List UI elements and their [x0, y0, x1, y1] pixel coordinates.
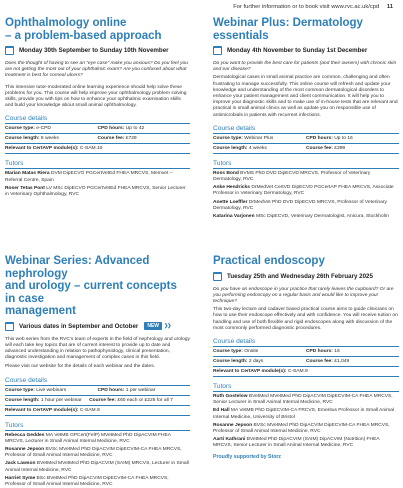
tutor-entry: Roser Tetas Pont LV MSc DipECVO PGCertVetEd FHEA MRCVS, Senior Lecturer in Veterinary Ophthalmology, RVC [5, 185, 186, 198]
tutor-entry: Ross Bond BVMS PhD DVD DipECVD MRCVS, Professor of Veterinary Dermatology, RVC [213, 170, 371, 183]
endoscopy-title: Practical endoscopy [213, 255, 325, 267]
details-row: Course length: 2 days Course fee: £1,049 [213, 357, 399, 367]
details-row: Course length: 8 weeks Course fee: £729 [5, 134, 190, 144]
details-row: Course length: 1 hour per webinar Course fee: £60 each or £225 for all 7 [5, 396, 190, 406]
tutor-entry: Marian Matas Riera DVM DipECVO PGCertVetEd FHEA MRCVS, Memvet – Referral Centre, Spain [5, 171, 173, 183]
details-row: Relevant to CertAVP module(s): C-SAM.9 [213, 367, 399, 377]
ophthalmology-details-heading: Course details [5, 115, 48, 123]
endoscopy-intro: Do you have an endoscope in your practice that rarely leaves the cupboard? Or are you performing endoscopy on a regular basis and would like to improve your technique? [213, 286, 394, 304]
nephrology-section [5, 255, 190, 488]
nephrology-tutors-heading: Tutors [5, 421, 24, 429]
tutor-entry: Aarti Kathrani BVetMed PhD DipACVIM (SAIM) DipACVIM (Nutrition) FHEA MRCVS, Senior Lecturer in Small Animal Internal Medicine, RVC [213, 437, 380, 449]
page-number: 11 [386, 4, 393, 10]
double-chevron-icon: ❯❯ [164, 323, 171, 329]
endoscopy-tutors-heading: Tutors [213, 382, 232, 390]
tutor-entry: Rebecca Geddes MA VetMB GPCert(FelP) MVetMed PhD DipACVIM FHEA MRCVS, Lecturer in Small Animal Internal Medicine, RVC [5, 432, 171, 444]
nephrology-date: Various dates in September and October NEW ❯❯ [5, 322, 190, 331]
dermatology-tutors-heading: Tutors [213, 159, 232, 167]
nephrology-body: This web series from the RVC’s team of experts in the field of nephrology and urology will each take key topics that are of current interest to provide up to date and advanced understanding in relation to pathophysiology, clinical presentation, diagnostic investigation and management of complex cases in this field. [5, 336, 190, 361]
sponsor-note: Proudly supported by Storz [213, 453, 282, 460]
dermatology-title: Webinar Plus: Dermatology essentials [213, 17, 363, 42]
endoscopy-details-heading: Course details [213, 337, 256, 345]
calendar-icon [5, 46, 14, 55]
tutor-entry: Jack Lawson BVetMed MVetMed PhD DipACVIM (SAIM) MRCVS, Lecturer in Small Animal Internal Medicine, RVC [5, 461, 189, 473]
details-row: Relevant to CertAVP module(s): C-SAM.10 [5, 144, 190, 154]
ophthalmology-tutors-heading: Tutors [5, 160, 24, 168]
tutor-entry: Ruth Gostelow BVetMed MVetMed PhD DipACVIM DipECVIM-CA FHEA MRCVS, Senior Lecturer in Small Animal Internal Medicine, RVC [213, 393, 393, 406]
details-row: Course length: 4 weeks Course fee: £399 [213, 144, 399, 154]
ophthalmology-body: This intensive tutor-moderated online learning experience should help solve these problems for you. This course will help improve your ophthalmology problem solving skills, provide you with tips on how to enhance your ophthalmic examination skills and build your knowledge about small animal ophthalmology. [5, 84, 187, 109]
details-row: Course type: Live webinars CPD hours: 1 per webinar [5, 386, 190, 396]
endoscopy-date: Tuesday 25th and Wednesday 26th February 2025 [213, 272, 399, 281]
details-row: Course type: e-CPD CPD hours: Up to 42 [5, 124, 190, 134]
dermatology-intro: Do you want to provide the best care for patients (and their owners) with chronic skin and ear disease? [213, 61, 397, 73]
nephrology-details-heading: Course details [5, 376, 48, 384]
endoscopy-section [213, 255, 399, 460]
dermatology-date: Monday 4th November to Sunday 1st December [213, 46, 399, 55]
tutor-entry: Anette Loeffler DrMedVet PhD DVD DipECVD MRCVS, Professor of Veterinary Dermatology, RVC [213, 199, 387, 211]
ophthalmology-date: Monday 30th September to Sunday 10th November [5, 46, 190, 55]
tutor-entry: Katarina Varjonen MSc DipECVD, Veterinary Dermatologist, Anicura, Stockholm [213, 214, 389, 220]
details-row: Relevant to CertAVP module(s): C-SAM.9 [5, 406, 190, 416]
nephrology-body-2: Please visit our website for the details of each webinar and the dates. [5, 364, 156, 370]
nephrology-title: Webinar Series: Advanced nephrology and urology – current concepts in case management [5, 255, 177, 317]
new-badge: NEW [144, 322, 162, 330]
dermatology-body: Dermatological cases in small animal practice are common, challenging and often frustrating to manage successfully. This online course will refresh and update your knowledge and understanding of the most common dermatological disorders to enhance your patient management and client communication. It will help you to improve your diagnostic skills and to make use of in-house tests that are relevant and practical in small animal clinics as well as update you on responsible use of antimicrobials in patients with recurrent infections. [213, 75, 398, 118]
header-text: For further information or to book visit [233, 4, 330, 10]
calendar-icon [213, 272, 222, 281]
details-row: Course type: Onsite CPD hours: 16 [213, 347, 399, 357]
endoscopy-body: This two-day lecture and cadaver based practical course aims to guide clinicians on how to use their endoscope effectively and with confidence. You will receive tuition on handling and use of both flexible and rigid endoscopes along with discussion of the most commonly performed diagnostic procedures. [213, 307, 398, 331]
page-header [233, 4, 393, 10]
ophthalmology-section [5, 17, 190, 198]
tutor-entry: Ed Hall MA VetMB PhD DipECVIM-CA FRCVS, Emeritus Professor in Small Animal Internal Medicine, University of Bristol [213, 408, 395, 420]
header-url[interactable]: www.rvc.ac.uk/cpd [331, 4, 380, 10]
details-row: Course type: Webinar Plus CPD hours: Up to 16 [213, 134, 399, 144]
tutor-entry: Harriet Syme BSc BVetMed PhD DipACVIM DipECVIM-CA FHEA MRCVS, Professor of Small Animal Internal Medicine, RVC [5, 475, 169, 487]
calendar-icon [5, 322, 14, 331]
tutor-entry: Rosanne Jepson BVSc MVetMed PhD DipACVIM DipECVIM-CA FHEA MRCVS, Professor of Small Animal Internal Medicine, RVC [5, 446, 182, 459]
dermatology-details-heading: Course details [213, 124, 256, 132]
tutor-entry: Anke Hendricks DrMedVet CertVD DipECVD PGCertAP FHEA MRCVS, Associate Professor in Veterinary Dermatology, RVC [213, 185, 394, 197]
tutor-entry: Rosanne Jepson BVSc MVetMed PhD DipACVIM DipECVIM-CA FHEA MRCVS, Professor of Small Animal Internal Medicine, RVC [213, 422, 390, 434]
ophthalmology-intro: Does the thought of having to see an “eye case” make you anxious? Do you feel you are not getting the most out of your ophthalmic exam? Are you confused about what treatment is best for corneal ulcers? [5, 61, 188, 79]
ophthalmology-title: Ophthalmology online – a problem-based approach [5, 17, 162, 42]
dermatology-section [213, 17, 399, 220]
calendar-icon [213, 46, 222, 55]
